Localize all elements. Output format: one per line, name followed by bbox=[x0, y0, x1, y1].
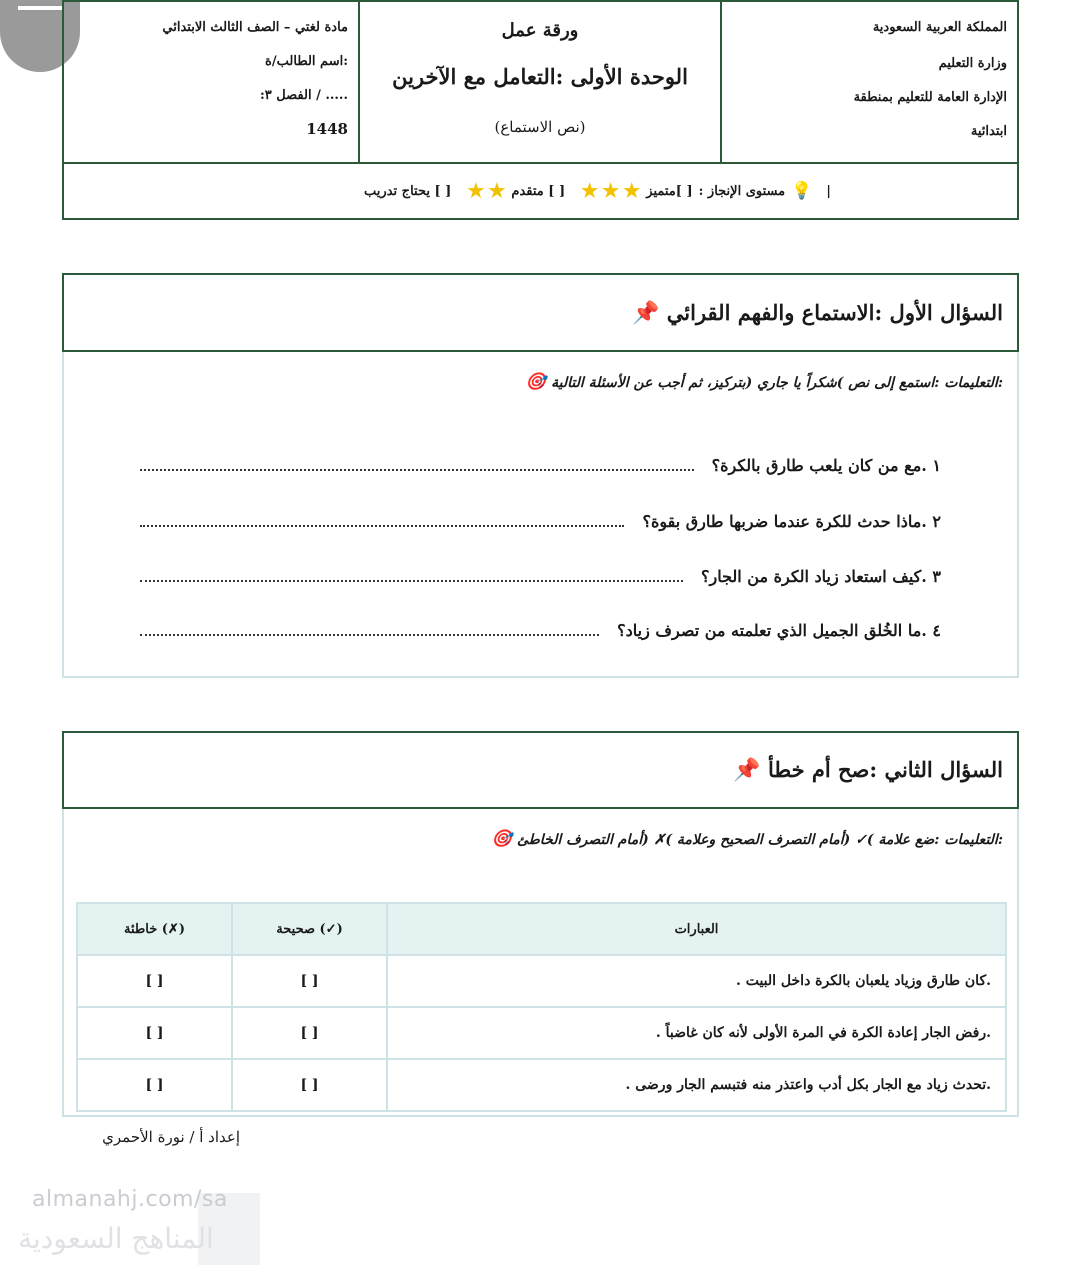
watermark-url: almanahj.com/sa bbox=[32, 1187, 228, 1212]
kingdom-label: المملكة العربية السعودية bbox=[872, 20, 1007, 35]
table-row bbox=[77, 1059, 1006, 1111]
correct-checkbox[interactable]: [ ] bbox=[232, 955, 387, 1007]
question-line-3 bbox=[140, 563, 941, 589]
author-credit: إعداد أ / نورة الأحمري bbox=[102, 1128, 240, 1146]
pushpin-icon: 📌 bbox=[733, 757, 761, 783]
q2-title: السؤال الثاني :صح أم خطأ 📌 bbox=[733, 757, 1003, 783]
header-ministry-info bbox=[720, 2, 1017, 162]
q1-body bbox=[62, 352, 1019, 678]
student-name-field: :اسم الطالب/ة bbox=[265, 54, 348, 69]
answer-line-3[interactable] bbox=[140, 570, 683, 582]
statement-cell: .تحدث زياد مع الجار بكل أدب واعتذر منه فتبسم الجار ورضى . bbox=[387, 1059, 1006, 1111]
column-header-wrong: (✗) خاطئة bbox=[77, 903, 232, 955]
q1-title: السؤال الأول :الاستماع والفهم القرائي 📌 bbox=[632, 299, 1003, 326]
level-needs-training: [ ] يحتاج تدريب bbox=[364, 183, 452, 199]
target-icon: 🎯 bbox=[490, 829, 513, 849]
ministry-label: وزارة التعليم bbox=[938, 56, 1007, 71]
true-false-table bbox=[76, 902, 1007, 1112]
subject-label: مادة لغتي – الصف الثالث الابتدائي bbox=[162, 20, 348, 35]
wrong-checkbox[interactable]: [ ] bbox=[77, 955, 232, 1007]
header-title-block bbox=[358, 2, 720, 162]
q1-instructions: :التعليمات :استمع إلى نص )شكراً يا جاري (بتركيز، ثم أجب عن الأسئلة التالية 🎯 bbox=[525, 372, 1003, 392]
department-label: الإدارة العامة للتعليم بمنطقة bbox=[853, 90, 1007, 105]
q2-body bbox=[62, 809, 1019, 1117]
column-header-statements: العبارات bbox=[387, 903, 1006, 955]
worksheet-header bbox=[62, 0, 1019, 220]
table-row bbox=[77, 1007, 1006, 1059]
level-excellent: [ ]متميز bbox=[646, 183, 693, 199]
class-field: ..... / الفصل ٣: bbox=[259, 88, 348, 103]
answer-line-1[interactable] bbox=[140, 459, 694, 471]
question-4: ٤ .ما الخُلق الجميل الذي تعلمته من تصرف زياد؟ bbox=[617, 620, 941, 640]
watermark-logo-text: المناهج السعودية bbox=[18, 1222, 214, 1255]
lightbulb-icon: 💡 bbox=[791, 181, 813, 201]
unit-title: الوحدة الأولى :التعامل مع الآخرين bbox=[392, 64, 688, 89]
wrong-checkbox[interactable]: [ ] bbox=[77, 1007, 232, 1059]
q2-instructions: :التعليمات :ضع علامة )✓ (أمام التصرف الصحيح وعلامة )✗ (أمام التصرف الخاطئ 🎯 bbox=[490, 829, 1003, 849]
q1-title-box bbox=[62, 273, 1019, 352]
header-student-info bbox=[64, 2, 358, 162]
statement-cell: .كان طارق وزياد يلعبان بالكرة داخل البيت . bbox=[387, 955, 1006, 1007]
question-2: ٢ .ماذا حدث للكرة عندما ضربها طارق بقوة؟ bbox=[642, 511, 941, 531]
table-header-row bbox=[77, 903, 1006, 955]
column-header-correct: (✓) صحيحة bbox=[232, 903, 387, 955]
statement-cell: .رفض الجار إعادة الكرة في المرة الأولى لأنه كان غاضباً . bbox=[387, 1007, 1006, 1059]
table-row bbox=[77, 955, 1006, 1007]
question-1: ١ .مع من كان يلعب طارق بالكرة؟ bbox=[711, 455, 941, 475]
year-label: 1448 bbox=[306, 120, 348, 138]
star-icon: ★ bbox=[581, 179, 599, 202]
level-advanced: [ ] متقدم bbox=[511, 183, 566, 199]
question-line-1 bbox=[140, 452, 941, 478]
achievement-lead: | bbox=[826, 183, 831, 199]
correct-checkbox[interactable]: [ ] bbox=[232, 1059, 387, 1111]
unit-subtitle: (نص الاستماع) bbox=[494, 118, 586, 136]
achievement-level-row bbox=[64, 162, 1017, 220]
answer-line-2[interactable] bbox=[140, 515, 624, 527]
worksheet-title: ورقة عمل bbox=[501, 20, 579, 41]
target-icon: 🎯 bbox=[525, 372, 547, 392]
answer-line-4[interactable] bbox=[140, 624, 599, 636]
wrong-checkbox[interactable]: [ ] bbox=[77, 1059, 232, 1111]
star-icon: ★ bbox=[623, 179, 641, 202]
achievement-label: مستوى الإنجاز : bbox=[698, 183, 786, 199]
pushpin-icon: 📌 bbox=[632, 299, 660, 326]
question-line-4 bbox=[140, 617, 941, 643]
question-line-2 bbox=[140, 508, 941, 534]
star-icon: ★ bbox=[488, 179, 506, 202]
star-icon: ★ bbox=[602, 179, 620, 202]
school-label: ابتدائية bbox=[970, 124, 1007, 139]
star-icon: ★ bbox=[467, 179, 485, 202]
question-3: ٣ .كيف استعاد زياد الكرة من الجار؟ bbox=[700, 566, 941, 586]
q2-title-box bbox=[62, 731, 1019, 809]
correct-checkbox[interactable]: [ ] bbox=[232, 1007, 387, 1059]
